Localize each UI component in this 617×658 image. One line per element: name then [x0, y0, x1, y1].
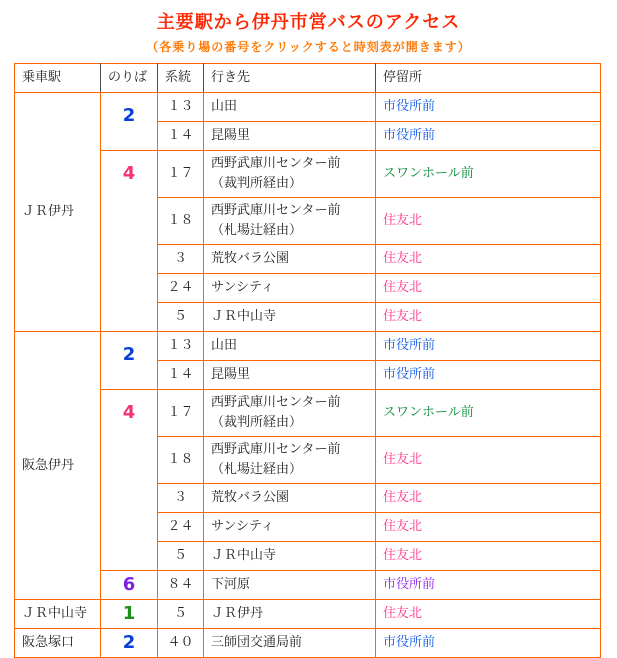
- table-row: [15, 600, 601, 629]
- route-number-cell: １７: [158, 151, 204, 198]
- col-header-destination: 行き先: [204, 64, 376, 93]
- destination-cell: ＪＲ中山寺: [204, 303, 376, 332]
- route-number-cell: ２４: [158, 274, 204, 303]
- stop-cell: [376, 245, 601, 274]
- stop-link[interactable]: 市役所前: [383, 577, 436, 592]
- stop-cell: [376, 629, 601, 658]
- destination-cell: 三師団交通局前: [204, 629, 376, 658]
- stop-link[interactable]: 住友北: [383, 309, 423, 324]
- destination-cell: ＪＲ中山寺: [204, 542, 376, 571]
- destination-cell: 下河原: [204, 571, 376, 600]
- stop-cell: [376, 332, 601, 361]
- stop-cell: [376, 513, 601, 542]
- stop-cell: [376, 437, 601, 484]
- route-number-cell: １８: [158, 198, 204, 245]
- stop-cell: [376, 600, 601, 629]
- page-title: 主要駅から伊丹市営バスのアクセス: [156, 12, 461, 33]
- bus-access-table: [14, 63, 601, 658]
- destination-cell: 荒牧バラ公園: [204, 484, 376, 513]
- table-row: [15, 151, 601, 198]
- stop-cell: [376, 571, 601, 600]
- route-number-cell: ５: [158, 542, 204, 571]
- col-header-route: 系統: [158, 64, 204, 93]
- stop-link[interactable]: 市役所前: [383, 635, 436, 650]
- stop-link[interactable]: 住友北: [383, 452, 423, 467]
- route-number-cell: ５: [158, 303, 204, 332]
- platform-number-link[interactable]: 6: [122, 574, 136, 595]
- stop-cell: [376, 390, 601, 437]
- route-number-cell: １４: [158, 361, 204, 390]
- route-number-cell: ３: [158, 245, 204, 274]
- destination-cell: 昆陽里: [204, 361, 376, 390]
- destination-cell: 山田: [204, 93, 376, 122]
- platform-cell: [101, 600, 158, 629]
- platform-cell: [101, 93, 158, 151]
- stop-link[interactable]: 住友北: [383, 280, 423, 295]
- stop-cell: [376, 484, 601, 513]
- col-header-station: 乗車駅: [15, 64, 101, 93]
- stop-link[interactable]: 住友北: [383, 548, 423, 563]
- stop-link[interactable]: 市役所前: [383, 338, 436, 353]
- destination-cell: 昆陽里: [204, 122, 376, 151]
- stop-link[interactable]: 住友北: [383, 251, 423, 266]
- table-row: [15, 629, 601, 658]
- station-cell: 阪急伊丹: [15, 332, 101, 600]
- stop-cell: [376, 122, 601, 151]
- stop-cell: [376, 274, 601, 303]
- bus-table-body: [15, 93, 601, 658]
- stop-link[interactable]: 市役所前: [383, 367, 436, 382]
- destination-cell: 山田: [204, 332, 376, 361]
- route-number-cell: １８: [158, 437, 204, 484]
- stop-link[interactable]: 住友北: [383, 519, 423, 534]
- platform-number-link[interactable]: 2: [122, 344, 136, 365]
- stop-cell: [376, 198, 601, 245]
- stop-cell: [376, 303, 601, 332]
- station-cell: ＪＲ伊丹: [15, 93, 101, 332]
- platform-cell: [101, 571, 158, 600]
- route-number-cell: ４０: [158, 629, 204, 658]
- destination-cell: 西野武庫川センター前 （裁判所経由）: [204, 151, 376, 198]
- route-number-cell: ２４: [158, 513, 204, 542]
- platform-number-link[interactable]: 2: [122, 632, 136, 653]
- stop-link[interactable]: 住友北: [383, 490, 423, 505]
- stop-cell: [376, 361, 601, 390]
- col-header-stop: 停留所: [376, 64, 601, 93]
- table-row: [15, 93, 601, 122]
- stop-cell: [376, 93, 601, 122]
- stop-link[interactable]: 住友北: [383, 606, 423, 621]
- platform-number-link[interactable]: 4: [122, 402, 136, 423]
- route-number-cell: ３: [158, 484, 204, 513]
- route-number-cell: １３: [158, 93, 204, 122]
- platform-cell: [101, 151, 158, 332]
- destination-cell: ＪＲ伊丹: [204, 600, 376, 629]
- platform-cell: [101, 629, 158, 658]
- stop-link[interactable]: スワンホール前: [383, 166, 474, 181]
- platform-number-link[interactable]: 2: [122, 105, 136, 126]
- destination-cell: サンシティ: [204, 513, 376, 542]
- stop-link[interactable]: 市役所前: [383, 128, 436, 143]
- route-number-cell: ５: [158, 600, 204, 629]
- destination-cell: 西野武庫川センター前 （裁判所経由）: [204, 390, 376, 437]
- table-row: [15, 571, 601, 600]
- platform-cell: [101, 332, 158, 390]
- route-number-cell: １４: [158, 122, 204, 151]
- stop-link[interactable]: スワンホール前: [383, 405, 474, 420]
- platform-number-link[interactable]: 1: [122, 603, 136, 624]
- route-number-cell: １７: [158, 390, 204, 437]
- stop-cell: [376, 542, 601, 571]
- destination-cell: サンシティ: [204, 274, 376, 303]
- header-row: [15, 64, 601, 93]
- route-number-cell: ８４: [158, 571, 204, 600]
- destination-cell: 西野武庫川センター前 （札場辻経由）: [204, 437, 376, 484]
- col-header-platform: のりば: [101, 64, 158, 93]
- table-row: [15, 332, 601, 361]
- destination-cell: 荒牧バラ公園: [204, 245, 376, 274]
- stop-link[interactable]: 市役所前: [383, 99, 436, 114]
- route-number-cell: １３: [158, 332, 204, 361]
- destination-cell: 西野武庫川センター前 （札場辻経由）: [204, 198, 376, 245]
- station-cell: ＪＲ中山寺: [15, 600, 101, 629]
- platform-number-link[interactable]: 4: [122, 163, 136, 184]
- stop-link[interactable]: 住友北: [383, 213, 423, 228]
- table-row: [15, 390, 601, 437]
- platform-cell: [101, 390, 158, 571]
- stop-cell: [376, 151, 601, 198]
- station-cell: 阪急塚口: [15, 629, 101, 658]
- page-subtitle: （各乗り場の番号をクリックすると時刻表が開きます）: [146, 40, 471, 54]
